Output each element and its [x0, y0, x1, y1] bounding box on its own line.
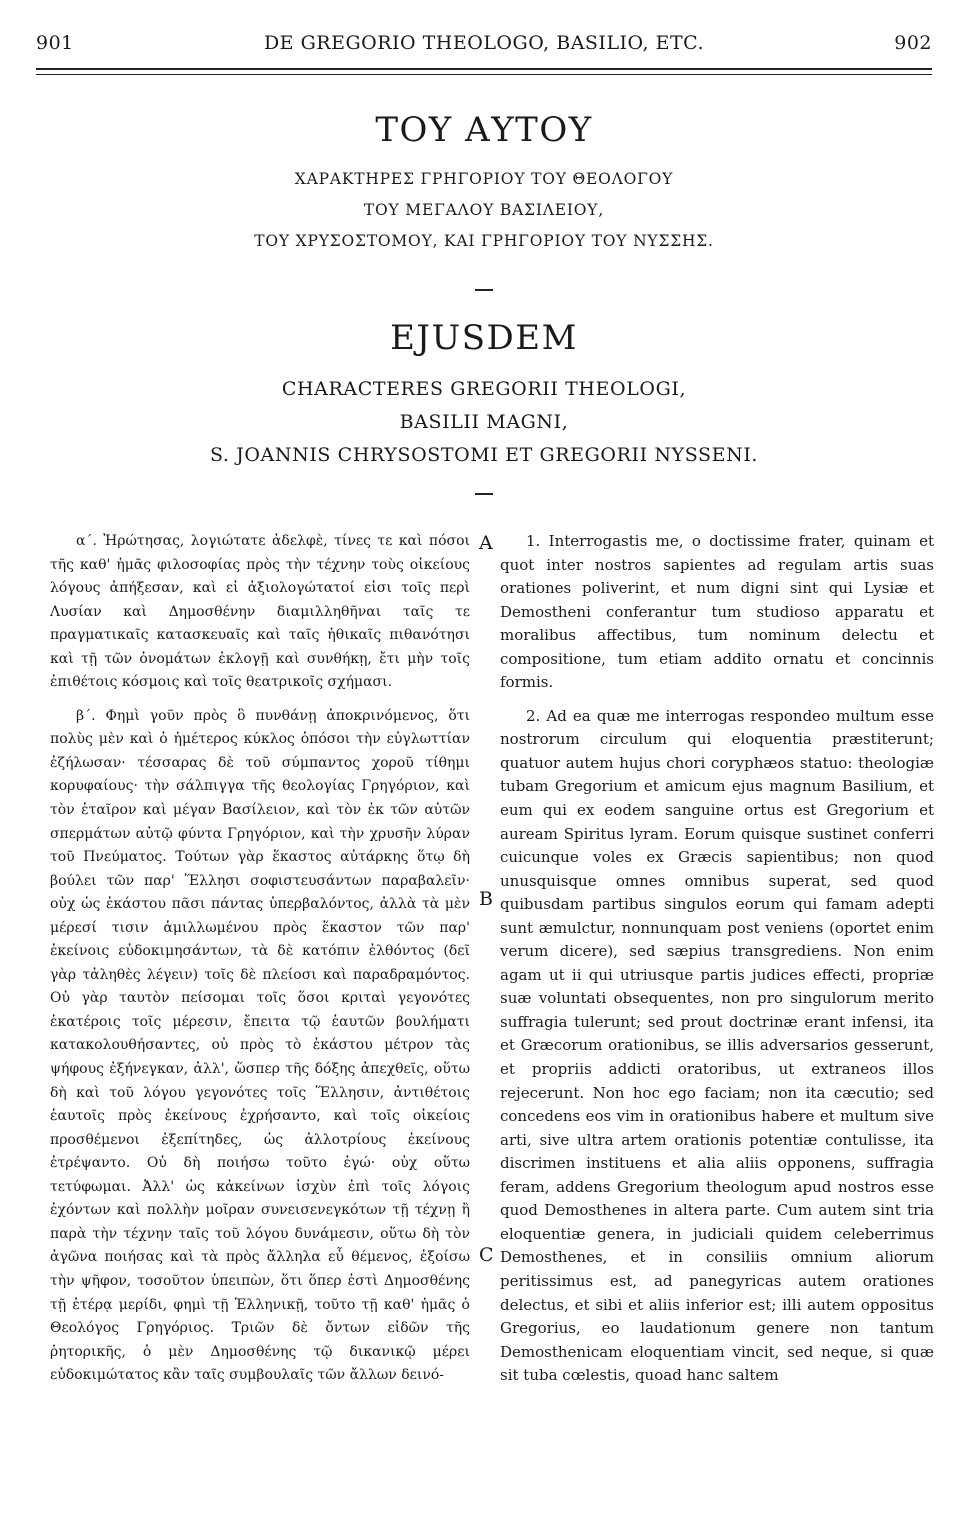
latin-subtitle-line2: BASILII MAGNI,	[399, 411, 569, 433]
latin-paragraph-2: 2. Ad ea quæ me interrogas respondeo multum esse nostrorum circulum qui eloquentia præstiterunt; quatuor autem hujus chori coryphæos statuo: theologiæ tubam Gregorium et amicum ejus magnum Basilium, et eum qui ex eodem sanguine ortus est Gregorium et auream Spiritus lyram. Eorum quisque sustinet conferri cuicunque voles ex Græcis sapientibus; non quod unusquisque omnes omnibus superat, sed quod quibusdam partibus singulos eorum qui famam adepti sunt æmulctur, nonnunquam post veniens (oportet enim verum dicere), sed sæpius transgrediens. Non enim agam ut ii qui utriusque partis judices effecti, propriæ suæ voluntati obsequentes, non pro singulorum merito suffragia tulerunt; sed prout doctrinæ erant infensi, ita et Græcorum orationibus, se illis adversarios gesserunt, et propriis addicti oratoribus, ut extraneos illos rejecerunt. Non hoc ego faciam; non ita cæcutio; sed concedens eos vim in orationibus habere et multum sive arti, sive ultra artem orationis potentiæ contulisse, ita discrimen instituens et alia aliis opponens, suffragia feram, addens Gregorium theologum apud nostros esse quod Demosthenes in altera parte. Cum autem sint tria eloquentiæ genera, in judiciali quidem celeberrimus Demosthenes, et in consiliis omnium aliorum peritissimus est, ad panegyricas autem orationes delectus, et sibi et aliis inferior est; illi autem oppositus Gregorius, eo laudationum genere non tantum Demosthenicam eloquentiam vincit, sed neque, si quæ sit tuba cœlestis, quoad hanc saltem	[500, 706, 934, 1385]
page-number-right: 902	[894, 32, 932, 54]
running-title: DE GREGORIO THEOLOGO, BASILIO, ETC.	[263, 32, 705, 54]
latin-subtitle-line3: S. JOANNIS CHRYSOSTOMI ET GREGORII NYSSENI.	[209, 444, 759, 466]
greek-column	[50, 530, 470, 1388]
latin-title: EJUSDEM	[390, 318, 578, 358]
greek-subtitle-line2: ΤΟΥ ΜΕΓΑΛΟΥ ΒΑΣΙΛΕΙΟΥ,	[363, 201, 605, 219]
separator-dash	[475, 493, 493, 495]
greek-title: ΤΟΥ ΑΥΤΟΥ	[375, 110, 593, 150]
latin-paragraph-1: 1. Interrogastis me, o doctissime frater, quinam et quot inter nostros sapientes ad regulam artis suas orationes poliverint, et num digni sint qui Lysiæ et Demostheni conferantur tum studioso apparatu et moralibus affectibus, tum nominum delectu et compositione, tum etiam addito ornatu et concinnis formis.	[500, 532, 934, 692]
header-rule-thick	[36, 68, 932, 70]
header-rule-thin	[36, 74, 932, 75]
page-number-left: 901	[36, 32, 74, 54]
greek-subtitle-line3: ΤΟΥ ΧΡΥΣΟΣΤΟΜΟΥ, ΚΑΙ ΓΡΗΓΟΡΙΟΥ ΤΟΥ ΝΥΣΣΗΣ.	[254, 232, 714, 250]
separator-dash	[475, 289, 493, 291]
margin-letter-b: B	[479, 888, 493, 910]
greek-subtitle-line1: ΧΑΡΑΚΤΗΡΕΣ ΓΡΗΓΟΡΙΟΥ ΤΟΥ ΘΕΟΛΟΓΟΥ	[294, 170, 674, 188]
running-head	[36, 32, 932, 62]
margin-letter-c: C	[479, 1244, 494, 1266]
greek-paragraph-2: β΄. Φημὶ γοῦν πρὸς ὃ πυνθάνῃ ἀποκρινόμενος, ὅτι πολὺς μὲν καὶ ὁ ἡμέτερος κύκλος ὁπόσοι τὴν εὐγλωττίαν ἐζήλωσαν· τέσσαρας δὲ τοῦ σύμπαντος χοροῦ τίθημι κορυφαίους· τὴν σάλπιγγα τῆς θεολογίας Γρηγόριον, καὶ τὸν ἑταῖρον καὶ μέγαν Βασίλειον, καὶ τὸν ἐκ τῶν αὐτῶν σπερμάτων αὐτῷ φύντα Γρηγόριον, καὶ τὴν χρυσῆν λύραν τοῦ Πνεύματος. Τούτων γὰρ ἕκαστος αὐτάρκης ὅτῳ δὴ βούλει τῶν παρ' Ἕλλησι σοφιστευσάντων παραβαλεῖν· οὐχ ὡς ἑκάστου πᾶσι πάντας ὑπερβαλόντος, ἀλλὰ τὰ μὲν μέρεσί τισιν ἁμιλλωμένου πρὸς ἕκαστον τῶν παρ' ἐκείνοις εὐδοκιμησάντων, τὰ δὲ κατόπιν ἐλθόντος (δεῖ γὰρ τἀληθὲς λέγειν) τοῖς δὲ πλείοσι καὶ παραδραμόντος. Οὐ γὰρ ταυτὸν πείσομαι τοῖς ὅσοι κριταὶ γεγονότες ἑκατέροις τοῖς μέρεσιν, ἔπειτα τῷ ἑαυτῶν βουλήματι κατακολουθήσαντες, οὐ πρὸς τὸ ἑκάστου μέτρον τὰς ψήφους ἐξήνεγκαν, ἀλλ', ὥσπερ τῆς δόξης ἀπεχθεῖς, οὕτω δὴ καὶ τοῦ λόγου γεγονότες τοῖς Ἕλλησιν, ἀντιθέτοις ἑαυτοῖς πρὸς ἐκείνους ἐχρήσαντο, καὶ τοῖς οἰκείοις προσθέμενοι ἐξεπίτηδες, ὡς ἀλλοτρίους ἐκείνους ἐτρέψαντο. Οὐ δὴ ποιήσω τοῦτο ἐγώ· οὐχ οὕτω τετύφωμαι. Ἀλλ' ὡς κἀκείνων ἰσχὺν ἐπὶ τοῖς λόγοις ἐχόντων καὶ πολλὴν μοῖραν συνεισενεγκότων τῇ τέχνῃ ἢ παρὰ τὴν τέχνην ταῖς τοῦ λόγου δυνάμεσιν, οὕτω δὴ τὸν ἀγῶνα ποιήσας καὶ τὰ πρὸς ἄλληλα εὖ θέμενος, ἐξοίσω τὴν ψῆφον, τοσοῦτον ὑπειπὼν, ὅτι ὅπερ ἐστὶ Δημοσθένης τῇ ἑτέρᾳ μερίδι, φημὶ τῇ Ἑλληνικῇ, τοῦτο τῇ καθ' ἡμᾶς ὁ Θεολόγος Γρηγόριος. Τριῶν δὲ ὄντων εἰδῶν τῆς ῥητορικῆς, ὁ μὲν Δημοσθένης τῷ δικανικῷ μέρει εὐδοκιμώτατος κἂν ταῖς συμβουλαῖς τῶν ἄλλων δεινό-	[50, 707, 470, 1384]
latin-column	[500, 530, 934, 1388]
margin-letter-a: A	[479, 532, 493, 554]
greek-paragraph-1: α΄. Ἠρώτησας, λογιώτατε ἀδελφὲ, τίνες τε καὶ πόσοι τῆς καθ' ἡμᾶς φιλοσοφίας πρὸς τὴν τέχνην τοὺς οἰκείους λόγους ἀπήξεσαν, καὶ εἰ ἀξιολογώτατοί εἰσι τοῖς περὶ Λυσίαν καὶ Δημοσθένην διαμιλληθῆναι ταῖς τε πραγματικαῖς κατασκευαῖς καὶ ταῖς ἠθικαῖς πιθανότησι καὶ τῇ τῶν ὀνομάτων ἐκλογῇ καὶ συνθήκῃ, ἔτι μὴν τοῖς ἐπιθέτοις κόσμοις καὶ τοῖς θεατρικοῖς σχήμασι.	[50, 533, 470, 691]
latin-subtitle-line1: CHARACTERES GREGORII THEOLOGI,	[281, 378, 687, 400]
